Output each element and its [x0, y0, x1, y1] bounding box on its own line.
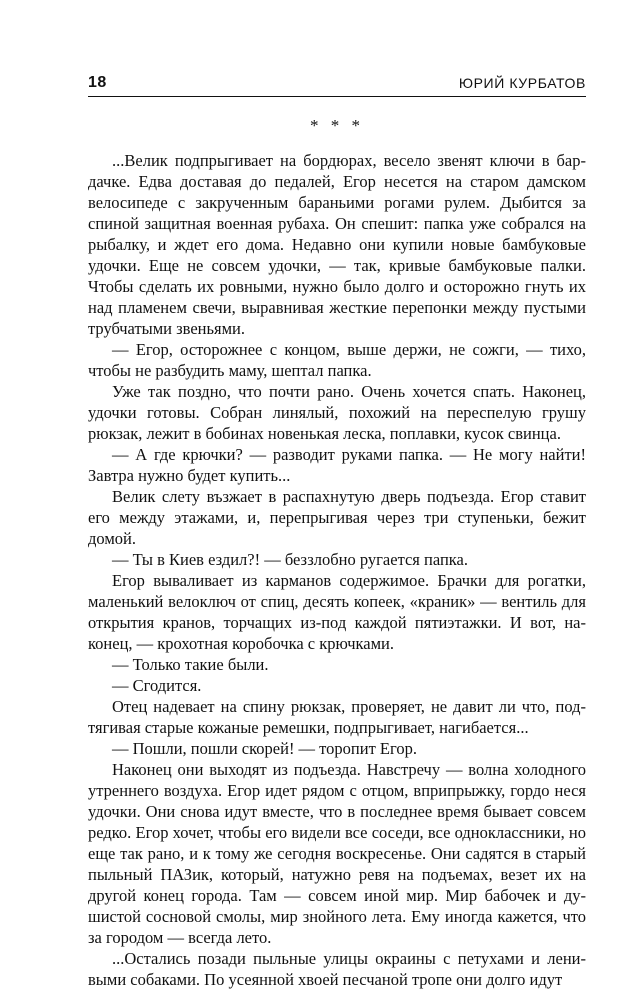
paragraph: Наконец они выходят из подъезда. Навстречу — волна холодного утреннего воздуха. Егор идет рядом с отцом, вприпрыжку, гордо неся удочки. Они снова идут вместе, что в последнее время бывает совсем редко. Егор хочет, чтобы его видели все соседи, все одноклассники, но еще так рано, и к тому же сегодня воскресенье. Они садятся в старый пыльный ПАЗик, который, натужно ревя на подъемах, везет их на другой конец города. Там — совсем иной мир. Мир бабочек и душистой сосновой смолы, мир знойного лета. Ему иногда кажется, что за городом — всегда лето.	[88, 760, 586, 947]
paragraph: Егор вываливает из карманов содержимое. Брачки для рогатки, маленький велоключ от спиц, десять копеек, «краник» — вентиль для открытия кранов, торчащих из-под каждой пятиэтажки. И вот, наконец, — крохотная коробочка с крючками.	[88, 571, 586, 653]
paragraph: — Пошли, пошли скорей! — торопит Егор.	[112, 739, 417, 758]
page-number: 18	[88, 74, 107, 91]
paragraph: ...Велик подпрыгивает на бордюрах, весело звенят ключи в бардачке. Едва доставая до педалей, Егор несется на старом дамском велосипеде с закрученным бараньими рогами рулем. Дыбится за спиной защитная военная рубаха. Он спешит: папка уже собрался на рыбалку, и ждет его дома. Недавно они купили новые бамбуковые удочки. Еще не совсем удочки, — так, кривые бамбуковые палки. Чтобы сделать их ровными, нужно было долго и осторожно гнуть их над пламенем свечи, выравнивая жесткие перепонки между пустыми трубчатыми звеньями.	[88, 151, 586, 338]
paragraph: — Сгодится.	[112, 676, 202, 695]
text-body	[88, 150, 586, 990]
page-header	[88, 72, 586, 97]
paragraph: — А где крючки? — разводит руками папка. — Не могу найти! Завтра нужно будет купить...	[88, 445, 586, 485]
paragraph: — Ты в Киев ездил?! — беззлобно ругается папка.	[112, 550, 469, 569]
paragraph: ...Остались позади пыльные улицы окраины с петухами и ленивыми собаками. По усеянной хвоей песчаной тропе они долго идут	[88, 949, 586, 989]
paragraph: Велик слету възжает в распахнутую дверь подъезда. Егор ставит его между этажами, и, перепрыгивая через три ступеньки, бежит домой.	[88, 487, 586, 548]
running-head-author: ЮРИЙ КУРБАТОВ	[458, 75, 586, 91]
paragraph: — Только такие были.	[112, 655, 269, 674]
section-separator: * * *	[310, 116, 364, 135]
paragraph: Уже так поздно, что почти рано. Очень хочется спать. Наконец, удочки готовы. Собран линялый, похожий на переспелую грушу рюкзак, лежит в бобинах новенькая леска, поплавки, кусок свинца.	[88, 382, 586, 443]
paragraph: — Егор, осторожнее с концом, выше держи, не сожги, — тихо, чтобы не разбудить маму, шептал папка.	[88, 340, 586, 380]
paragraph: Отец надевает на спину рюкзак, проверяет, не давит ли что, подтягивая старые кожаные ремешки, подпрыгивает, нагибается...	[88, 697, 586, 737]
